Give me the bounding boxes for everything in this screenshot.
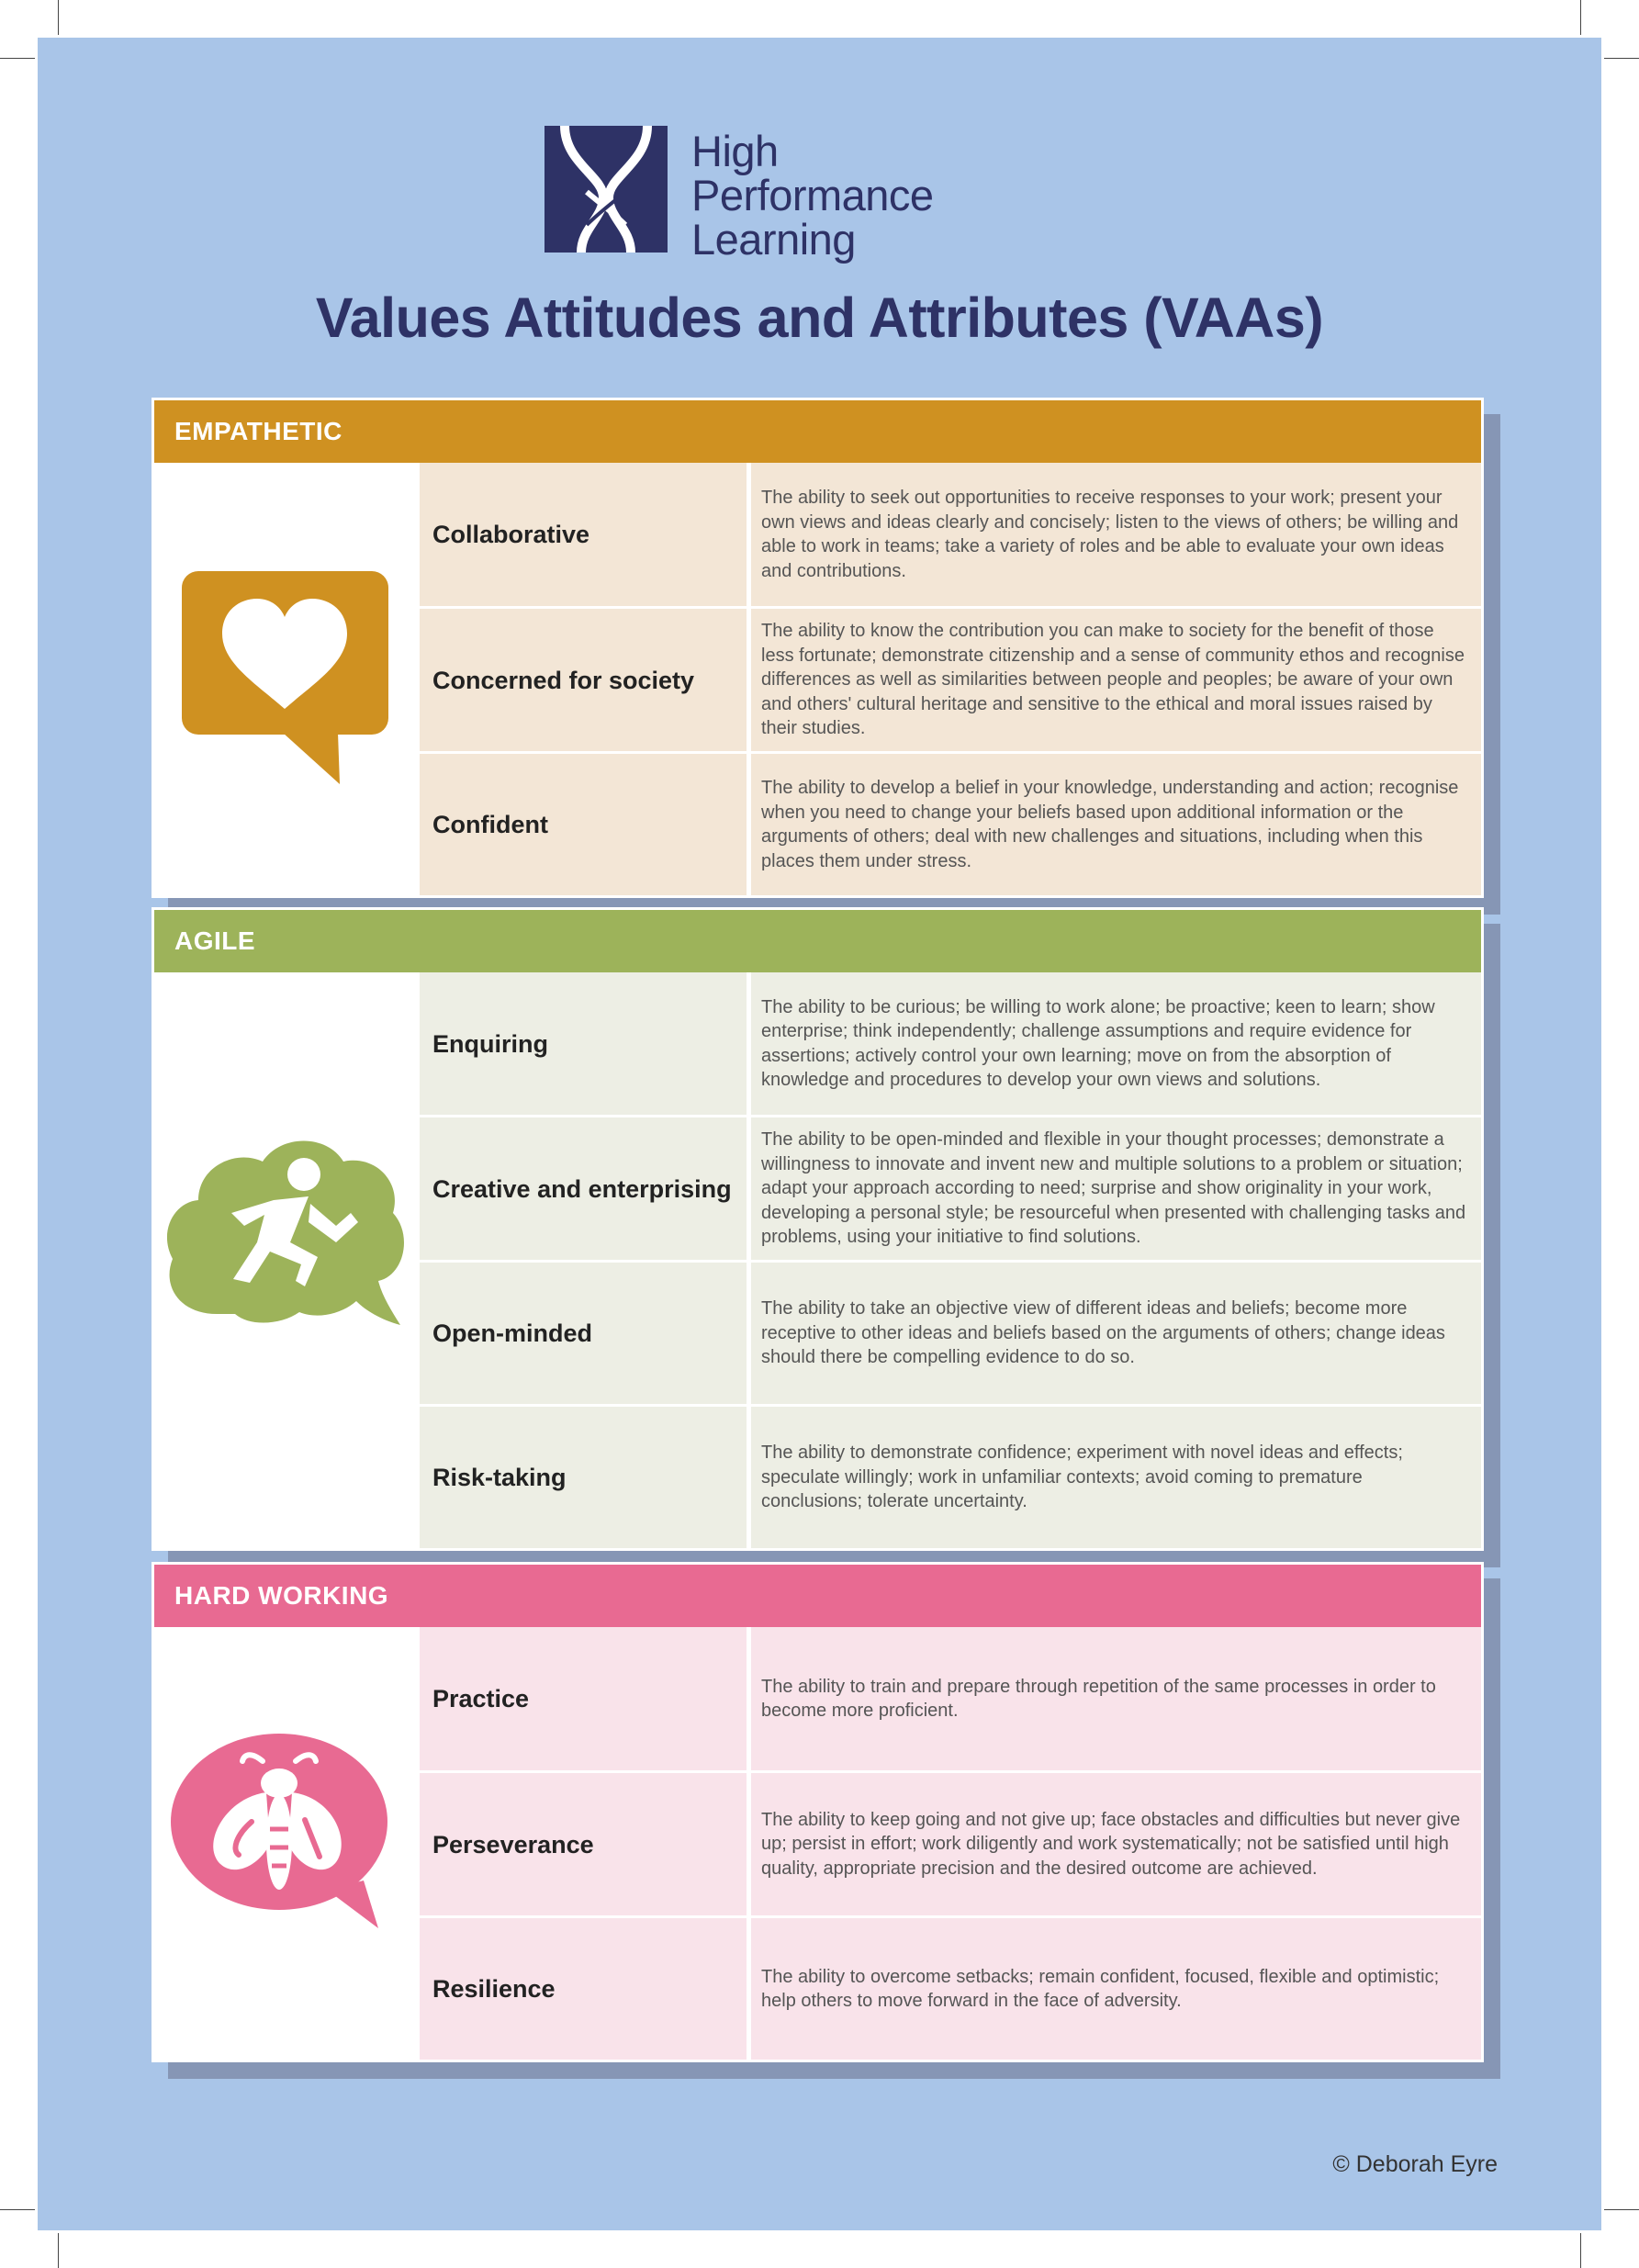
attribute-name: Resilience <box>432 1975 556 2003</box>
crop-mark <box>1604 58 1639 59</box>
attribute-name: Practice <box>432 1685 530 1712</box>
table-row <box>420 1263 1481 1404</box>
table-row <box>420 1773 1481 1915</box>
attribute-name: Perseverance <box>432 1830 594 1858</box>
attribute-name: Concerned for society <box>432 666 695 694</box>
hpl-logo <box>544 126 1004 264</box>
table-row <box>420 463 1481 606</box>
logo-wordmark <box>691 129 934 262</box>
icon-cell <box>154 972 418 1548</box>
crop-mark <box>58 0 59 35</box>
table-row <box>420 972 1481 1115</box>
crop-mark <box>0 2209 35 2210</box>
crop-mark <box>58 2233 59 2268</box>
attribute-description: The ability to be open-minded and flexible in your thought processes; demonstrate a willingness to innovate and invent new and multiple solutions to a problem or situation; adapt your approach according to need; surprise and show originality in your work, developing a personal style; be resourceful when presented with challenging tasks and problems, using your initiative to find solutions. <box>761 1129 1466 1248</box>
heart-speech-bubble-icon <box>182 571 393 788</box>
attribute-name: Enquiring <box>432 1029 548 1058</box>
icon-cell <box>154 1627 418 2060</box>
attribute-name: Collaborative <box>432 521 590 548</box>
crop-mark <box>0 58 35 59</box>
attribute-description: The ability to demonstrate confidence; experiment with novel ideas and effects; speculate willingly; work in unfamiliar contexts; avoid coming to premature conclusions; tolerate uncertainty. <box>761 1443 1403 1512</box>
attribute-description: The ability to be curious; be willing to work alone; be proactive; keen to learn; show enterprise; think independently; challenge assumptions and require evidence for assertions; actively control your own learning; move on from the absorption of knowledge and procedures to develop your own views and solutions. <box>761 996 1435 1090</box>
crop-mark <box>1580 0 1581 35</box>
running-figure-cloud-icon <box>162 1130 410 1334</box>
attribute-description: The ability to overcome setbacks; remain confident, focused, flexible and optimistic; help others to move forward in the face of adversity. <box>761 1966 1440 2011</box>
table-row <box>420 609 1481 751</box>
attribute-name: Open-minded <box>432 1319 592 1347</box>
attribute-name: Risk-taking <box>432 1464 567 1491</box>
table-row <box>420 1627 1481 1770</box>
icon-cell <box>154 463 418 895</box>
bee-speech-bubble-icon <box>171 1734 391 1932</box>
table-row <box>420 1117 1481 1260</box>
attribute-description: The ability to seek out opportunities to receive responses to your work; present your own views and ideas clearly and concisely; listen to the views of others; be willing and able to work in teams; take a variety of roles and be able to evaluate your own ideas and contributions. <box>761 488 1459 581</box>
crop-mark <box>1604 2209 1639 2210</box>
table-row <box>420 1918 1481 2060</box>
section-header: EMPATHETIC <box>154 400 1481 463</box>
attribute-description: The ability to train and prepare through repetition of the same processes in order to become more proficient. <box>761 1676 1436 1721</box>
attribute-description: The ability to take an objective view of different ideas and beliefs; become more receptive to other ideas and beliefs based on the arguments of others; change ideas should there be compelling evidence to do so. <box>761 1298 1445 1368</box>
logo-line: High <box>691 127 779 175</box>
section-hard-working <box>152 1562 1484 2094</box>
copyright-text: © Deborah Eyre <box>1332 2151 1498 2177</box>
page-title: Values Attitudes and Attributes (VAAs) <box>315 286 1324 349</box>
table-row <box>420 1407 1481 1548</box>
attribute-description: The ability to know the contribution you can make to society for the benefit of those less fortunate; demonstrate citizenship and a sense of community ethos and recognise differences as well as similarities between people and peoples; be aware of your own and others' cultural heritage and sensitive to the ethical and moral issues raised by their studies. <box>761 621 1465 739</box>
poster <box>38 38 1601 2230</box>
logo-line: Learning <box>691 215 856 264</box>
attribute-description: The ability to develop a belief in your knowledge, understanding and action; recognise when you need to change your beliefs based upon additional information or the arguments of others; deal with new challenges and situations, including when this places them under stress. <box>761 778 1459 871</box>
logo-line: Performance <box>691 171 934 219</box>
section-agile <box>152 907 1484 1568</box>
section-header: HARD WORKING <box>154 1565 1481 1627</box>
attribute-name: Confident <box>432 811 548 838</box>
attribute-description: The ability to keep going and not give up; face obstacles and difficulties but never give up; persist in effort; work diligently and work systematically; not be satisfied until high quality, appropriate precision and the desired outcome are achieved. <box>761 1809 1461 1879</box>
table-row <box>420 754 1481 895</box>
hpl-logo-icon <box>544 126 668 253</box>
section-header: AGILE <box>154 910 1481 972</box>
crop-mark <box>1580 2233 1581 2268</box>
attribute-name: Creative and enterprising <box>432 1174 732 1203</box>
section-empathetic <box>152 398 1484 912</box>
